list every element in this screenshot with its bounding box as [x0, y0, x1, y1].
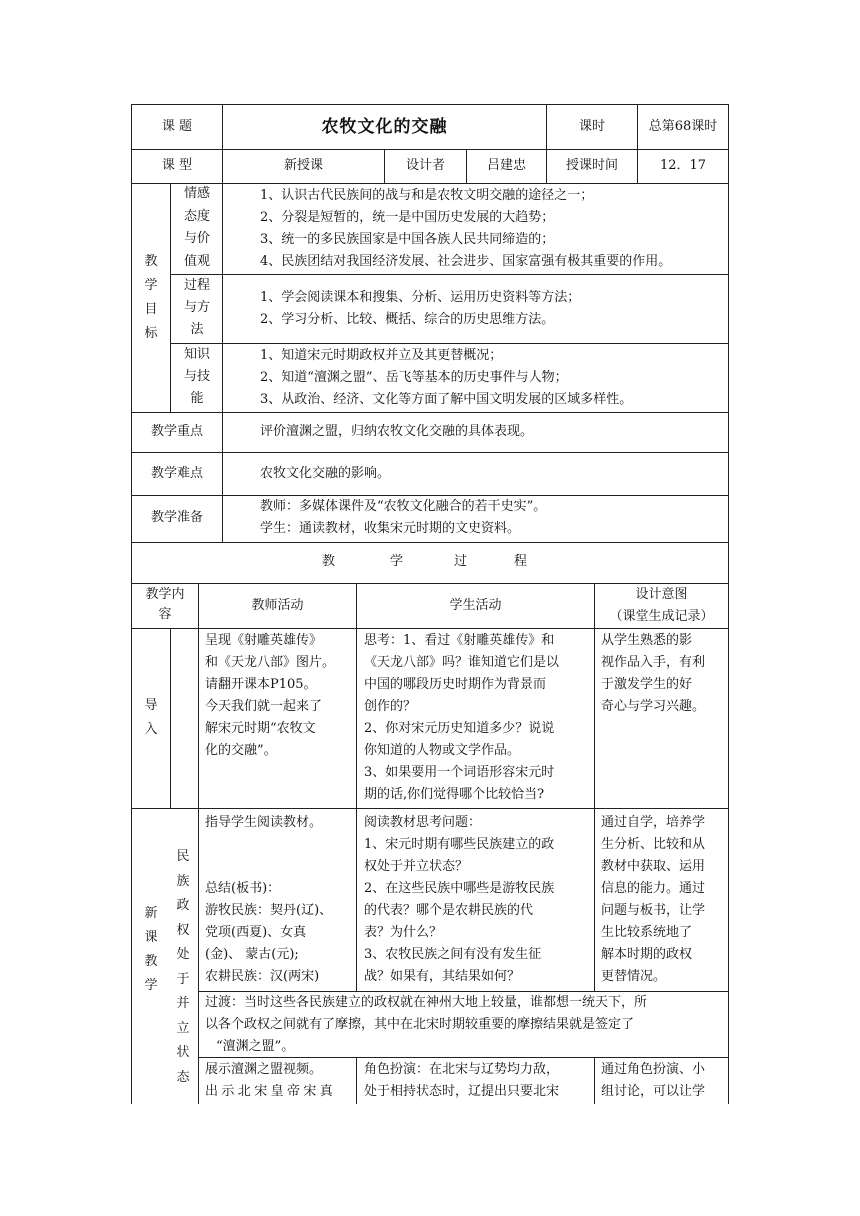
intro-student-line: 创作的？	[364, 699, 417, 714]
col-header-teacher: 教师活动	[251, 598, 304, 613]
teacher-summary-line: (金)、 蒙古(元);	[205, 947, 299, 962]
intro-student-line: 《天龙八部》吗？谁知道它们是以	[364, 655, 560, 670]
rule	[170, 274, 729, 275]
rule	[131, 183, 729, 184]
period-label: 课时	[578, 119, 605, 134]
intro-teacher-line: 请翻开课本P105。	[205, 677, 317, 692]
rule	[170, 628, 171, 808]
student-line: 1、宋元时期有哪些民族建立的政	[364, 837, 555, 852]
intent-line: 通过自学，培养学	[601, 815, 706, 830]
table-border-right	[728, 104, 729, 1104]
transition-line: 以各个政权之间就有了摩擦，其中在北宋时期较重要的摩擦结果就是签定了	[205, 1017, 635, 1032]
rule	[356, 1057, 357, 1104]
rule	[131, 628, 729, 629]
goal-item: 1、知道宋元时期政权并立及其更替概况；	[260, 348, 503, 363]
col-header-record: （课堂生成记录）	[609, 609, 714, 624]
col-header-intent: 设计意图	[635, 587, 688, 602]
intro-student-line: 你知道的人物或文学作品。	[364, 743, 521, 758]
intro-label: 导入	[144, 698, 158, 737]
intent-line: 教材中获取、运用	[601, 859, 706, 874]
intro-teacher-line: 解宋元时期“农牧文	[205, 721, 316, 736]
intro-intent-line: 于激发学生的好	[601, 677, 693, 692]
rule	[131, 808, 729, 809]
intent-line: 通过角色扮演、小	[601, 1062, 706, 1077]
intro-student-line: 中国的哪段历史时期作为背景而	[364, 677, 547, 692]
time-label: 授课时间	[565, 158, 618, 173]
key-point-label: 教学重点	[150, 424, 203, 439]
key-point-text: 评价澶渊之盟，归纳农牧文化交融的具体表现。	[260, 424, 534, 439]
rule	[222, 183, 223, 412]
teacher-line: 展示澶渊之盟视频。	[205, 1062, 323, 1077]
goal-item: 2、学习分析、比较、概括、综合的历史思维方法。	[260, 312, 555, 327]
new-lesson-label: 新课教学	[144, 906, 158, 993]
teacher-summary-line: 游牧民族：契丹(辽)、	[205, 903, 333, 918]
table-border-left	[131, 104, 132, 1104]
designer-label: 设计者	[405, 158, 445, 173]
goal-group-label: 情感态度与价值观	[183, 186, 210, 269]
intro-student-line: 3、如果要用一个词语形容宋元时	[364, 765, 555, 780]
intro-teacher-line: 和《天龙八部》图片。	[205, 655, 336, 670]
goal-item: 2、分裂是短暂的，统一是中国历史发展的大趋势；	[260, 210, 555, 225]
intro-student-line: 2、你对宋元历史知道多少？说说	[364, 721, 555, 736]
student-line: 阅读教材思考问题：	[364, 815, 482, 830]
goal-item: 3、从政治、经济、文化等方面了解中国文明发展的区域多样性。	[260, 392, 633, 407]
teacher-line: 指导学生阅读教材。	[205, 815, 323, 830]
rule	[198, 583, 199, 1104]
preparation-label: 教学准备	[150, 510, 203, 525]
col-header-content: 教学内容	[145, 587, 185, 622]
goals-label: 教学目标	[144, 254, 158, 341]
process-heading-char: 学	[390, 554, 404, 569]
goal-group-label-text: 过程与方法	[183, 278, 210, 337]
process-heading-char: 程	[514, 554, 528, 569]
lesson-title: 农牧文化的交融	[321, 117, 448, 137]
teacher-line: 出示北宋皇帝宋真	[205, 1084, 337, 1099]
student-line: 权处于并立状态？	[364, 859, 469, 874]
type-value: 新授课	[283, 158, 323, 173]
period-value: 总第68课时	[648, 119, 718, 134]
intro-intent-line: 视作品入手，有利	[601, 655, 706, 670]
intro-teacher-line: 呈现《射雕英雄传》	[205, 633, 323, 648]
rule	[131, 412, 729, 413]
goal-item: 3、统一的多民族国家是中国各族人民共同缔造的；	[260, 232, 555, 247]
student-line: 表？为什么？	[364, 925, 443, 940]
new-lesson-sub-label: 民族政权处于并立状态	[176, 849, 190, 1085]
process-heading-char: 过	[454, 554, 468, 569]
student-line: 2、在这些民族中哪些是游牧民族	[364, 881, 555, 896]
rule	[131, 149, 729, 150]
preparation-line: 学生：通读教材，收集宋元时期的文史资料。	[260, 521, 521, 536]
rule	[594, 1057, 595, 1104]
intent-line: 生比较系统地了	[601, 925, 693, 940]
designer-value: 吕建忠	[486, 158, 526, 173]
process-heading-char: 教	[322, 554, 336, 569]
topic-label: 课 题	[161, 119, 193, 134]
rule	[170, 343, 729, 344]
student-line: 的代表？哪个是农耕民族的代	[364, 903, 534, 918]
intent-line: 问题与板书，让学	[601, 903, 706, 918]
intent-line: 生分析、比较和从	[601, 837, 706, 852]
intro-student-line: 思考：1、看过《射雕英雄传》和	[364, 633, 555, 648]
student-line: 处于相持状态时，辽提出只要北宋	[364, 1084, 560, 1099]
teacher-summary-line: 党项(西夏)、女真	[205, 925, 307, 940]
col-header-student: 学生活动	[449, 598, 502, 613]
rule	[356, 583, 357, 991]
intro-teacher-line: 化的交融”。	[205, 743, 277, 758]
goal-group-label	[183, 275, 211, 341]
rule	[594, 583, 595, 991]
intent-line: 更替情况。	[601, 969, 667, 984]
time-value: 12．17	[659, 158, 707, 173]
intro-teacher-line: 今天我们就一起来了	[205, 699, 323, 714]
preparation-line: 教师：多媒体课件及“农牧文化融合的若干史实”。	[260, 499, 547, 514]
transition-line: “澶渊之盟”。	[216, 1039, 295, 1054]
goal-item: 2、知道“澶渊之盟”、岳飞等基本的历史事件与人物；	[260, 370, 568, 385]
rule	[131, 452, 729, 453]
difficulty-text: 农牧文化交融的影响。	[260, 466, 391, 481]
intro-intent-line: 从学生熟悉的影	[601, 633, 693, 648]
rule	[170, 183, 171, 412]
teacher-summary-line: 总结(板书)：	[205, 881, 281, 896]
table-border-top	[131, 104, 729, 105]
difficulty-label: 教学难点	[150, 466, 203, 481]
student-line: 角色扮演：在北宋与辽势均力敌，	[364, 1062, 560, 1077]
rule	[222, 412, 223, 542]
intent-line: 组讨论，可以让学	[601, 1084, 706, 1099]
type-label: 课 型	[161, 158, 193, 173]
teacher-summary-line: 农耕民族：汉(两宋)	[205, 969, 320, 984]
student-line: 战？如果有，其结果如何？	[364, 969, 521, 984]
goal-item: 1、认识古代民族间的战与和是农牧文明交融的途径之一；	[260, 188, 594, 203]
goal-group-label: 知识与技能	[183, 347, 210, 406]
intent-line: 信息的能力。通过	[601, 881, 706, 896]
intro-student-line: 期的话,你们觉得哪个比较恰当?	[364, 787, 545, 802]
intro-intent-line: 奇心与学习兴趣。	[601, 699, 706, 714]
intent-line: 解本时期的政权	[601, 947, 693, 962]
rule	[131, 542, 729, 543]
transition-line: 过渡：当时这些各民族建立的政权就在神州大地上较量，谁都想一统天下，所	[205, 995, 648, 1010]
goal-item: 4、民族团结对我国经济发展、社会进步、国家富强有极其重要的作用。	[260, 254, 672, 269]
goal-item: 1、学会阅读课本和搜集、分析、运用历史资料等方法；	[260, 290, 581, 305]
student-line: 3、农牧民族之间有没有发生征	[364, 947, 542, 962]
